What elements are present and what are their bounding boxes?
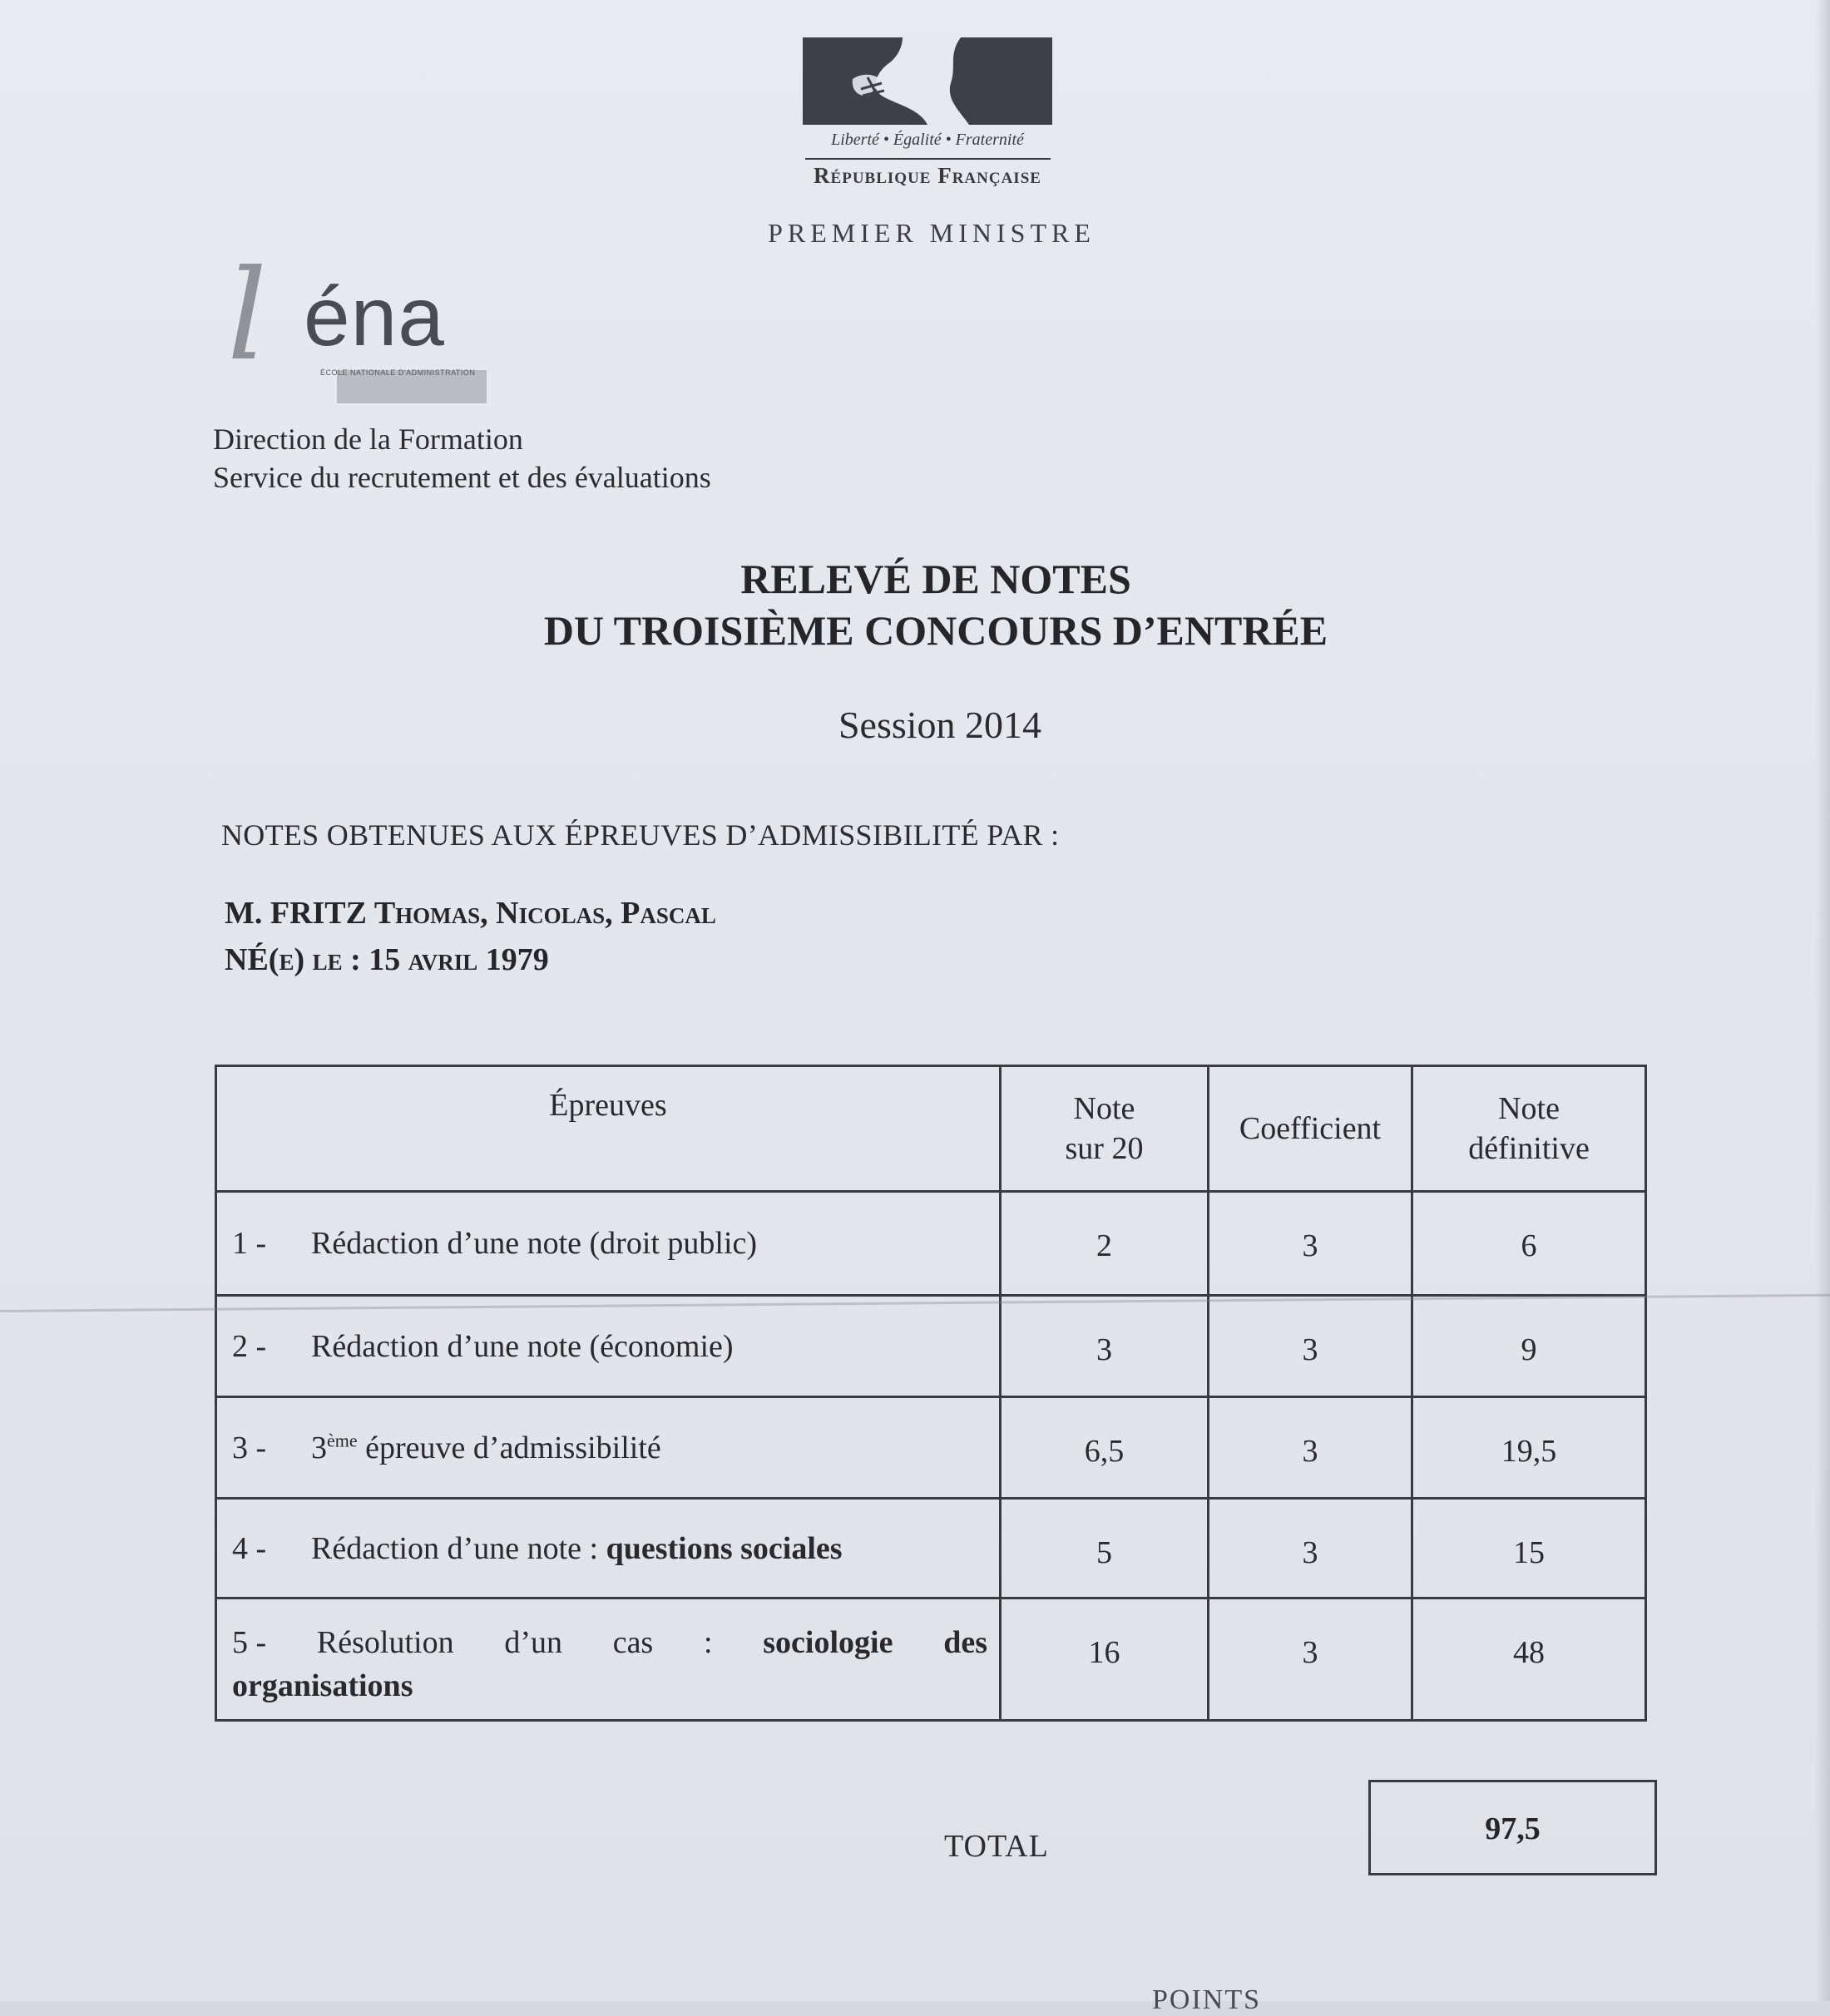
header-note-line2: sur 20: [1065, 1131, 1144, 1166]
note-cell: 16: [999, 1599, 1207, 1719]
grades-table: [215, 1065, 1647, 1722]
definitive-cell: 48: [1411, 1599, 1645, 1719]
row-index: 2 -: [232, 1328, 267, 1364]
row-index: 3 -: [232, 1430, 267, 1465]
header-note-sur-20: [999, 1067, 1207, 1190]
epreuve-line-2: [232, 1664, 987, 1707]
epreuve-word: :: [703, 1625, 713, 1660]
coef-cell: 3: [1207, 1297, 1411, 1396]
table-header-row: [217, 1067, 1645, 1190]
epreuve-label: Rédaction d’une note :: [311, 1530, 606, 1566]
title-line-1: RELEVÉ DE NOTES: [740, 556, 1131, 602]
header-coefficient: Coefficient: [1207, 1067, 1411, 1190]
header-note-line1: Note: [1073, 1091, 1135, 1126]
department-line-1: Direction de la Formation: [213, 422, 523, 456]
epreuve-word: cas: [612, 1625, 654, 1660]
ena-logo: [204, 244, 570, 399]
title-line-2: DU TROISIÈME CONCOURS D’ENTRÉE: [543, 607, 1328, 654]
epreuve-label-wrap: [311, 1530, 843, 1567]
epreuve-label-wrap: [311, 1430, 661, 1466]
header-definitive-line2: définitive: [1468, 1131, 1590, 1166]
bottom-cut-text: POINTS: [1152, 1984, 1262, 2015]
epreuve-label: épreuve d’admissibilité: [365, 1430, 661, 1465]
epreuve-word-bold: des: [943, 1625, 987, 1660]
definitive-cell: 19,5: [1411, 1398, 1645, 1497]
row-index: 4 -: [232, 1530, 267, 1566]
total-label: TOTAL: [944, 1829, 1049, 1864]
epreuve-number: 3: [311, 1430, 327, 1465]
candidate-birth: NÉ(e) le : 15 avril 1979: [225, 942, 549, 977]
total-value: 97,5: [1368, 1780, 1657, 1875]
epreuve-cell: [217, 1500, 999, 1597]
epreuve-cell: [217, 1297, 999, 1396]
motto-divider: [805, 158, 1051, 160]
note-cell: 5: [999, 1500, 1207, 1597]
motto: Liberté • Égalité • Fraternité: [831, 131, 1024, 149]
coef-cell: 3: [1207, 1599, 1411, 1719]
marianne-emblem: [803, 37, 1052, 125]
row-index: 5 -: [232, 1625, 267, 1660]
department-block: [213, 420, 711, 497]
coef-cell: 3: [1207, 1193, 1411, 1294]
epreuve-superscript: ème: [327, 1429, 358, 1450]
republique-francaise-text: République Française: [814, 163, 1041, 188]
note-cell: 3: [999, 1297, 1207, 1396]
header-definitive-line1: Note: [1498, 1091, 1560, 1126]
row-index: 1 -: [232, 1226, 267, 1261]
header-epreuves: Épreuves: [549, 1088, 667, 1123]
table-row: [217, 1396, 1645, 1497]
candidate-block: [225, 890, 716, 983]
table-row: [217, 1190, 1645, 1294]
epreuve-label: Rédaction d’une note (droit public): [311, 1226, 758, 1261]
definitive-cell: 15: [1411, 1500, 1645, 1597]
epreuve-label-bold: questions sociales: [606, 1530, 843, 1566]
table-row: [217, 1294, 1645, 1396]
epreuve-word-bold: organisations: [232, 1668, 413, 1703]
epreuve-label: Rédaction d’une note (économie): [311, 1328, 734, 1364]
department-line-2: Service du recrutement et des évaluations: [213, 461, 711, 494]
logo-script-l: l: [227, 244, 267, 388]
republique-francaise-logo: [799, 37, 1056, 195]
table-row: [217, 1597, 1645, 1719]
epreuve-word-bold: sociologie: [763, 1625, 893, 1660]
note-cell: 2: [999, 1193, 1207, 1294]
table-row: [217, 1497, 1645, 1597]
session-label: Session 2014: [838, 704, 1042, 746]
logo-subtitle: ÉCOLE NATIONALE D'ADMINISTRATION: [320, 368, 476, 377]
document-title: [416, 553, 1456, 656]
header-note-definitive: [1411, 1067, 1645, 1190]
coef-cell: 3: [1207, 1500, 1411, 1597]
candidate-name: M. FRITZ Thomas, Nicolas, Pascal: [225, 896, 716, 931]
intro-text: NOTES OBTENUES AUX ÉPREUVES D’ADMISSIBILITÉ PAR :: [221, 818, 1060, 852]
definitive-cell: 9: [1411, 1297, 1645, 1396]
coef-cell: 3: [1207, 1398, 1411, 1497]
epreuve-cell: [217, 1398, 999, 1497]
ministry-heading: PREMIER MINISTRE: [768, 218, 1096, 248]
epreuve-word: d’un: [504, 1625, 562, 1660]
epreuve-cell: [217, 1193, 999, 1294]
paper-edge-shadow: [1815, 0, 1830, 2001]
logo-wordmark: éna: [304, 270, 445, 363]
epreuve-word: Résolution: [316, 1625, 454, 1660]
definitive-cell: 6: [1411, 1193, 1645, 1294]
epreuve-line-1: [232, 1621, 987, 1664]
note-cell: 6,5: [999, 1398, 1207, 1497]
epreuve-cell: [217, 1599, 999, 1719]
